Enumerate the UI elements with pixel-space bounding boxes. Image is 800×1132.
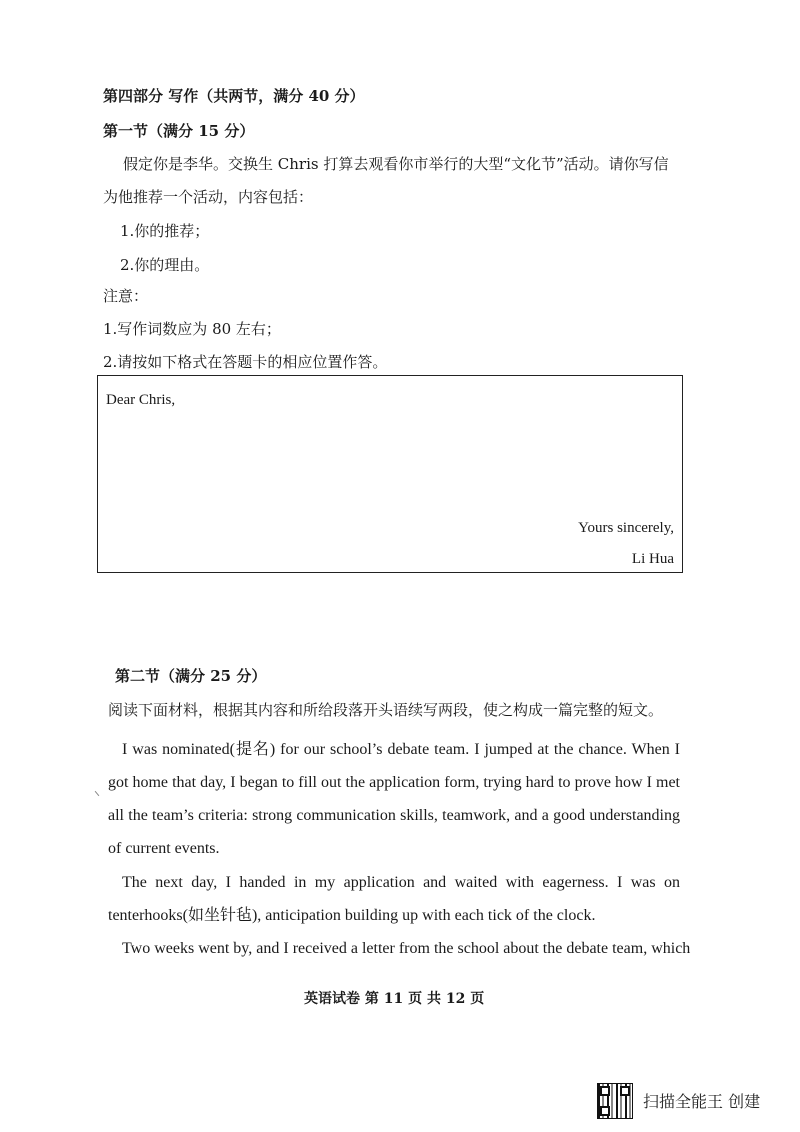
content-item-2: 2.你的理由。 bbox=[120, 256, 210, 274]
scanner-watermark: 扫描全能王 创建 bbox=[643, 1092, 761, 1111]
page-footer: 英语试卷 第 11 页 共 12 页 bbox=[304, 991, 485, 1007]
letter-signature: Li Hua bbox=[631, 551, 674, 567]
qr-code-icon bbox=[597, 1083, 633, 1119]
story-paragraph-3: Two weeks went by, and I received a letter from the school about the debate team, which bbox=[122, 940, 691, 957]
section2-heading: 第二节（满分 25 分） bbox=[115, 667, 267, 685]
story-paragraph-1: I was nominated(提名) for our school’s debate team. I jumped at the chance. When I got home that day, I began to fill out the application form, trying hard to prove how I met all the team’s criteria: strong communication skills, teamwork, and a good understanding of current events. bbox=[108, 741, 680, 857]
letter-closing: Yours sincerely, bbox=[578, 520, 674, 536]
letter-greeting: Dear Chris, bbox=[106, 392, 176, 408]
letter-format-box bbox=[97, 375, 683, 573]
story-paragraph-2: The next day, I handed in my application and waited with eagerness. I was on tenterhooks(如坐针毡), anticipation building up with each tick of the clock. bbox=[108, 874, 680, 924]
section2-instruction: 阅读下面材料，根据其内容和所给段落开头语续写两段，使之构成一篇完整的短文。 bbox=[108, 701, 664, 719]
section1-heading: 第一节（满分 15 分） bbox=[103, 122, 255, 140]
part-heading: 第四部分 写作（共两节，满分 40 分） bbox=[103, 87, 365, 105]
prompt-line-1: 假定你是李华。交换生 Chris 打算去观看你市举行的大型“文化节”活动。请你写信 bbox=[123, 155, 669, 173]
content-item-1: 1.你的推荐； bbox=[120, 222, 210, 240]
note-2: 2.请按如下格式在答题卡的相应位置作答。 bbox=[103, 353, 388, 371]
note-1: 1.写作词数应为 80 左右； bbox=[103, 320, 281, 338]
pen-mark bbox=[95, 791, 100, 796]
notes-label: 注意： bbox=[103, 287, 149, 305]
prompt-line-2: 为他推荐一个活动，内容包括： bbox=[103, 188, 314, 206]
